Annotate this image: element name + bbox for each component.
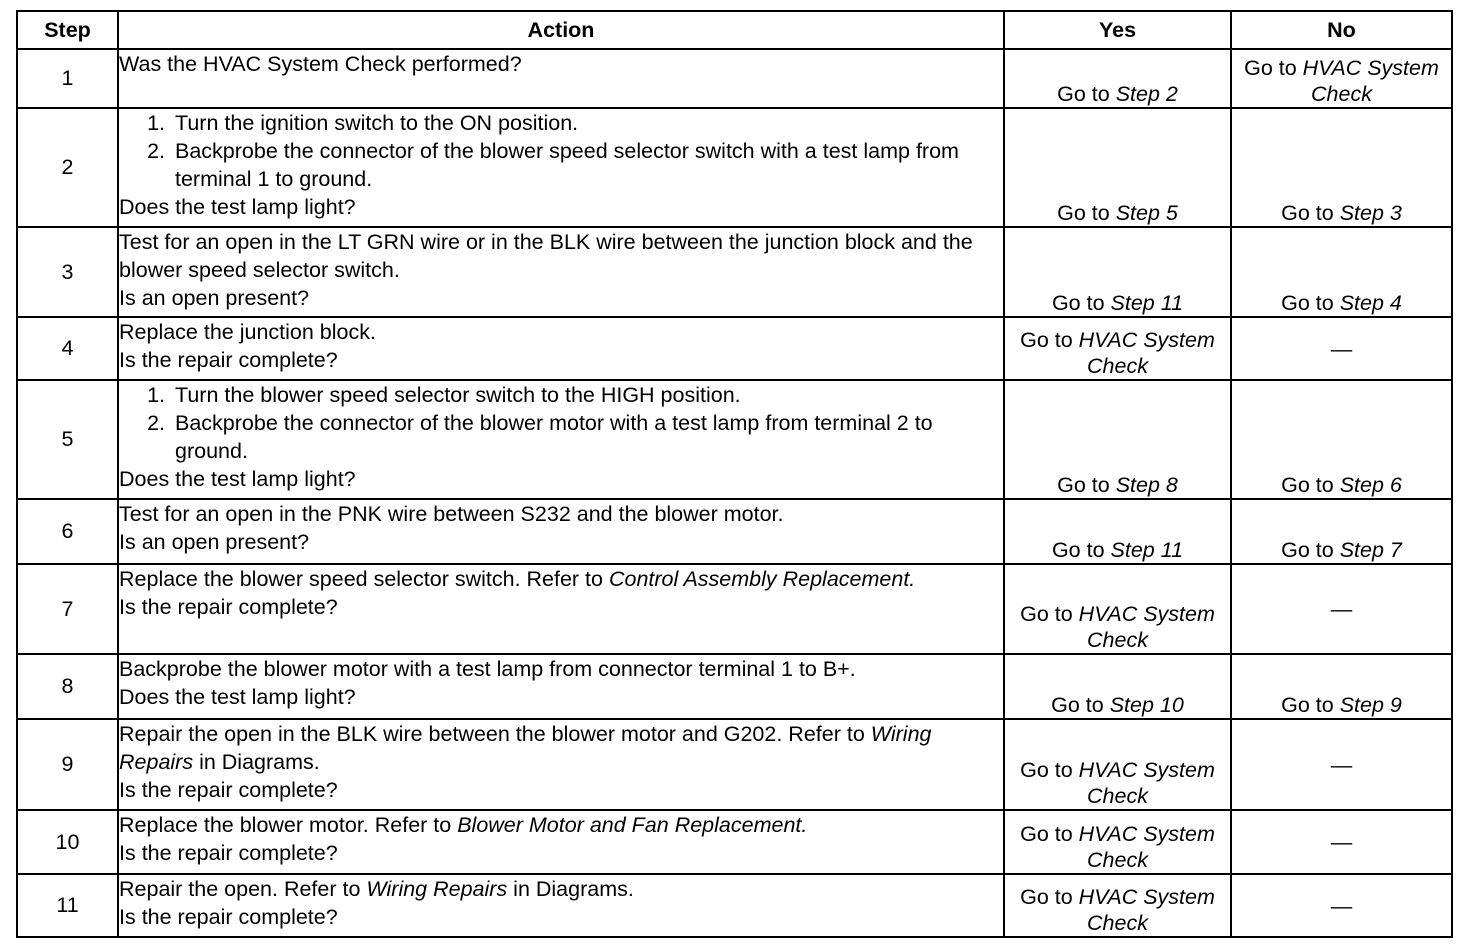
yes-cell — [1004, 719, 1231, 810]
table-row — [17, 810, 1452, 874]
no-prefix: Go to — [1281, 291, 1340, 315]
substep: 1. Turn the blower speed selector switch to the HIGH position. — [171, 381, 1003, 409]
table-row — [17, 317, 1452, 380]
table-row — [17, 874, 1452, 937]
yes-cell — [1004, 380, 1231, 499]
diagnostic-table — [16, 10, 1453, 938]
no-target: Step 6 — [1339, 473, 1402, 497]
step-number: 9 — [17, 719, 118, 810]
yes-cell — [1004, 874, 1231, 937]
action-cell — [118, 874, 1004, 937]
action-segment: Replace the junction block. — [119, 320, 376, 344]
no-cell — [1231, 49, 1452, 108]
yes-cell — [1004, 654, 1231, 719]
yes-target: Step 5 — [1115, 201, 1178, 225]
table-row — [17, 719, 1452, 810]
header-step: Step — [17, 11, 118, 49]
action-question: Is an open present? — [119, 286, 310, 310]
yes-prefix: Go to — [1020, 885, 1079, 909]
action-text — [119, 565, 1003, 593]
table-row — [17, 108, 1452, 227]
action-text — [119, 875, 1003, 903]
no-target: Step 9 — [1339, 693, 1402, 717]
dash: — — [1330, 752, 1353, 777]
action-cell — [118, 317, 1004, 380]
action-question: Is the repair complete? — [119, 348, 338, 372]
dash: — — [1330, 893, 1353, 918]
action-segment: Backprobe the blower motor with a test lamp from connector terminal 1 to B+. — [119, 657, 856, 681]
no-prefix: Go to — [1281, 538, 1340, 562]
substep-list — [119, 109, 1003, 193]
action-cell — [118, 499, 1004, 564]
action-segment: in Diagrams. — [507, 877, 634, 901]
action-segment: Repair the open. Refer to — [119, 877, 367, 901]
yes-prefix: Go to — [1057, 473, 1116, 497]
no-cell — [1231, 719, 1452, 810]
action-cell — [118, 227, 1004, 317]
table-row — [17, 49, 1452, 108]
action-cell — [118, 108, 1004, 227]
dash: — — [1330, 597, 1353, 621]
action-cell — [118, 654, 1004, 719]
action-reference: Wiring Repairs — [366, 877, 508, 901]
table-row — [17, 499, 1452, 564]
action-question: Is an open present? — [119, 530, 310, 554]
action-question: Is the repair complete? — [119, 841, 338, 865]
substep: 2. Backprobe the connector of the blower motor with a test lamp from terminal 2 to ground. — [171, 409, 1003, 465]
step-number: 10 — [17, 810, 118, 874]
yes-prefix: Go to — [1020, 758, 1079, 782]
action-text — [119, 228, 1003, 284]
no-cell — [1231, 499, 1452, 564]
yes-prefix: Go to — [1020, 602, 1079, 626]
table-row — [17, 654, 1452, 719]
action-question: Does the test lamp light? — [119, 467, 356, 491]
action-cell — [118, 49, 1004, 108]
yes-cell — [1004, 227, 1231, 317]
yes-cell — [1004, 317, 1231, 380]
action-segment: Test for an open in the LT GRN wire or in the BLK wire between the junction block and the blower speed selector switch. — [119, 230, 973, 282]
action-question: Is the repair complete? — [119, 778, 338, 802]
action-question: Does the test lamp light? — [119, 195, 356, 219]
header-action: Action — [118, 11, 1004, 49]
action-cell — [118, 380, 1004, 499]
substep: 1. Turn the ignition switch to the ON position. — [171, 109, 1003, 137]
action-text — [119, 50, 1003, 78]
step-number: 8 — [17, 654, 118, 719]
action-segment: Repair the open in the BLK wire between the blower motor and G202. Refer to — [119, 722, 871, 746]
step-number: 1 — [17, 49, 118, 108]
yes-target: Step 10 — [1109, 693, 1184, 717]
table-row — [17, 564, 1452, 654]
action-text — [119, 655, 1003, 683]
action-segment: Replace the blower speed selector switch. Refer to — [119, 567, 609, 591]
yes-target: HVAC System Check — [1078, 602, 1215, 652]
action-question: Is the repair complete? — [119, 595, 338, 619]
step-number: 11 — [17, 874, 118, 937]
action-segment: in Diagrams. — [193, 750, 320, 774]
yes-cell — [1004, 564, 1231, 654]
action-cell — [118, 564, 1004, 654]
no-cell — [1231, 810, 1452, 874]
no-cell — [1231, 564, 1452, 654]
table-row — [17, 380, 1452, 499]
dash: — — [1330, 336, 1353, 361]
step-number: 6 — [17, 499, 118, 564]
no-target: HVAC System Check — [1302, 56, 1439, 106]
step-number: 7 — [17, 564, 118, 654]
action-cell — [118, 810, 1004, 874]
no-target: Step 3 — [1339, 201, 1402, 225]
action-reference: Wiring Repairs — [119, 722, 932, 774]
no-cell — [1231, 874, 1452, 937]
yes-target: HVAC System Check — [1078, 758, 1215, 808]
yes-target: HVAC System Check — [1078, 822, 1215, 872]
action-text — [119, 720, 1003, 776]
substep-list — [119, 381, 1003, 465]
yes-cell — [1004, 49, 1231, 108]
no-prefix: Go to — [1281, 693, 1340, 717]
header-row — [17, 11, 1452, 49]
action-cell — [118, 719, 1004, 810]
yes-target: Step 11 — [1110, 291, 1184, 315]
action-segment: Was the HVAC System Check performed? — [119, 52, 522, 76]
yes-target: HVAC System Check — [1078, 328, 1215, 378]
step-number: 2 — [17, 108, 118, 227]
yes-target: Step 11 — [1110, 538, 1184, 562]
yes-prefix: Go to — [1020, 822, 1079, 846]
action-text — [119, 500, 1003, 528]
yes-prefix: Go to — [1051, 693, 1110, 717]
yes-cell — [1004, 499, 1231, 564]
yes-cell — [1004, 108, 1231, 227]
no-target: Step 7 — [1339, 538, 1402, 562]
no-prefix: Go to — [1244, 56, 1303, 80]
no-prefix: Go to — [1281, 201, 1340, 225]
no-target: Step 4 — [1339, 291, 1402, 315]
yes-target: Step 8 — [1115, 473, 1178, 497]
substep: 2. Backprobe the connector of the blower speed selector switch with a test lamp from terminal 1 to ground. — [171, 137, 1003, 193]
no-cell — [1231, 380, 1452, 499]
dash: — — [1330, 830, 1353, 854]
action-question: Is the repair complete? — [119, 905, 338, 929]
yes-target: HVAC System Check — [1078, 885, 1215, 935]
yes-prefix: Go to — [1051, 291, 1111, 315]
yes-cell — [1004, 810, 1231, 874]
step-number: 4 — [17, 317, 118, 380]
yes-prefix: Go to — [1057, 82, 1116, 106]
action-text — [119, 811, 1003, 839]
header-no: No — [1231, 11, 1452, 49]
no-cell — [1231, 654, 1452, 719]
action-question: Does the test lamp light? — [119, 685, 356, 709]
action-segment: Test for an open in the PNK wire between S232 and the blower motor. — [119, 502, 784, 526]
yes-prefix: Go to — [1057, 201, 1116, 225]
yes-target: Step 2 — [1115, 82, 1178, 106]
table-row — [17, 227, 1452, 317]
action-reference: Control Assembly Replacement. — [608, 567, 916, 591]
yes-prefix: Go to — [1051, 538, 1111, 562]
no-cell — [1231, 317, 1452, 380]
no-cell — [1231, 227, 1452, 317]
no-prefix: Go to — [1281, 473, 1340, 497]
header-yes: Yes — [1004, 11, 1231, 49]
yes-prefix: Go to — [1020, 328, 1079, 352]
step-number: 5 — [17, 380, 118, 499]
no-cell — [1231, 108, 1452, 227]
action-reference: Blower Motor and Fan Replacement. — [457, 813, 808, 837]
step-number: 3 — [17, 227, 118, 317]
action-segment: Replace the blower motor. Refer to — [119, 813, 458, 837]
action-text — [119, 318, 1003, 346]
